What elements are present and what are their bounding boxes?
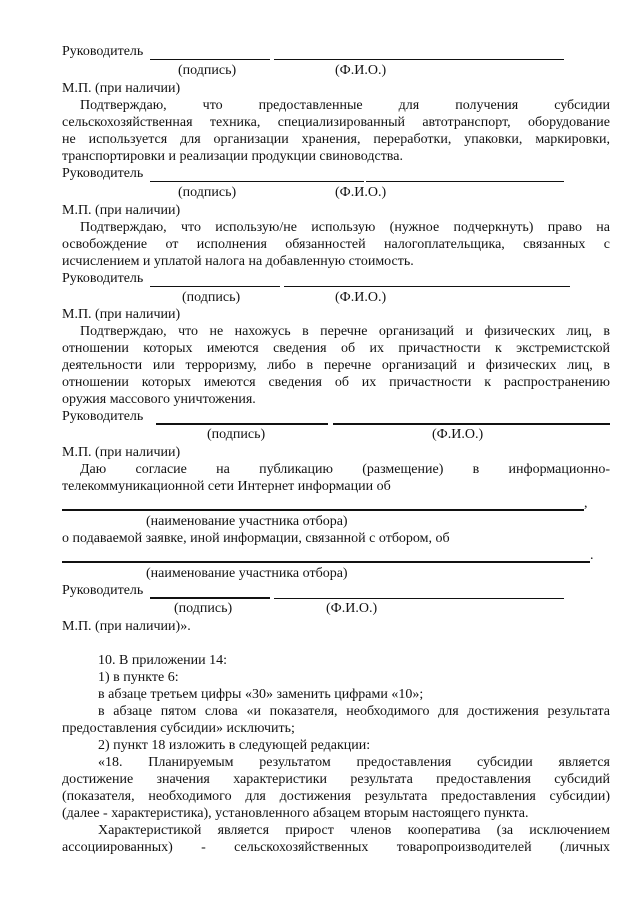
signature-line xyxy=(150,181,364,182)
fio-line xyxy=(274,59,564,60)
signature-caption: (подпись) xyxy=(178,63,237,78)
stamp-note: М.П. (при наличии) xyxy=(62,203,181,218)
subitem-1: 1) в пункте 6: xyxy=(98,670,179,685)
fio-line xyxy=(274,598,564,599)
fio-line xyxy=(333,423,610,425)
stamp-note-end: М.П. (при наличии)». xyxy=(62,619,191,634)
subitem-1b-line: предоставления субсидии» исключить; xyxy=(62,721,295,736)
point18-line: достижение значения характеристики результата предоставления субсидий xyxy=(62,772,610,787)
fio-caption: (Ф.И.О.) xyxy=(335,63,387,78)
participant-name-line xyxy=(62,509,584,511)
signature-line xyxy=(150,286,280,287)
para1-line: сельскохозяйственная техника, специализированный автотранспорт, оборудование xyxy=(62,115,610,130)
characteristic-line: ассоциированных) - сельскохозяйственных товаропроизводителей (личных xyxy=(62,840,610,855)
subitem-1a: в абзаце третьем цифры «30» заменить цифрами «10»; xyxy=(98,687,424,702)
para2-line: исчислением и уплатой налога на добавленную стоимость. xyxy=(62,254,414,269)
para3-line: Подтверждаю, что не нахожусь в перечне организаций и физических лиц, в xyxy=(80,324,610,339)
head-label: Руководитель xyxy=(62,271,144,286)
subitem-2: 2) пункт 18 изложить в следующей редакции: xyxy=(98,738,371,753)
signature-caption: (подпись) xyxy=(182,290,241,305)
fio-line xyxy=(366,181,564,182)
para4-tail: , xyxy=(584,496,588,511)
participant-name-line xyxy=(62,561,590,563)
fio-caption: (Ф.И.О.) xyxy=(335,185,387,200)
signature-caption: (подпись) xyxy=(178,185,237,200)
head-label: Руководитель xyxy=(62,44,144,59)
para1-line: транспортировки и реализации продукции свиноводства. xyxy=(62,149,403,164)
para5-tail: . xyxy=(590,548,594,563)
para2-line: освобождение от исполнения обязанностей налогоплательщика, связанных с xyxy=(62,237,610,252)
signature-caption: (подпись) xyxy=(174,601,233,616)
para1-line: не используется для организации хранения, переработки, упаковки, маркировки, xyxy=(62,132,610,147)
point18-line: «18. Планируемым результатом предоставления субсидии является xyxy=(98,755,610,770)
para3-line: оружия массового уничтожения. xyxy=(62,392,256,407)
signature-caption: (подпись) xyxy=(207,427,266,442)
para2-line: Подтверждаю, что использую/не использую (нужное подчеркнуть) право на xyxy=(80,220,610,235)
para4-line: Даю согласие на публикацию (размещение) в информационно- xyxy=(80,462,610,477)
signature-line xyxy=(156,423,328,425)
item-10: 10. В приложении 14: xyxy=(98,653,228,668)
para4-line: телекоммуникационной сети Интернет информации об xyxy=(62,479,391,494)
fio-caption: (Ф.И.О.) xyxy=(432,427,484,442)
participant-name-caption: (наименование участника отбора) xyxy=(146,514,348,529)
para1-line: Подтверждаю, что предоставленные для получения субсидии xyxy=(80,98,610,113)
subitem-1b-line: в абзаце пятом слова «и показателя, необходимого для достижения результата xyxy=(98,704,610,719)
head-label: Руководитель xyxy=(62,583,144,598)
para3-line: деятельности или терроризму, либо в перечне организаций и физических лиц, в xyxy=(62,358,610,373)
characteristic-line: Характеристикой является прирост членов кооператива (за исключением xyxy=(98,823,610,838)
para5-line: о подаваемой заявке, иной информации, связанной с отбором, об xyxy=(62,531,450,546)
para3-line: отношении которых имеются сведения об их причастности к экстремистской xyxy=(62,341,610,356)
stamp-note: М.П. (при наличии) xyxy=(62,307,181,322)
fio-caption: (Ф.И.О.) xyxy=(335,290,387,305)
head-label: Руководитель xyxy=(62,409,144,424)
point18-line: (показателя, необходимого для достижения результата предоставления субсидии) xyxy=(62,789,610,804)
para3-line: отношении которых имеются сведения об их причастности к распространению xyxy=(62,375,610,390)
fio-caption: (Ф.И.О.) xyxy=(326,601,378,616)
stamp-note: М.П. (при наличии) xyxy=(62,445,181,460)
fio-line xyxy=(284,286,570,287)
head-label: Руководитель xyxy=(62,166,144,181)
signature-line xyxy=(150,59,270,60)
signature-line xyxy=(150,597,270,599)
participant-name-caption: (наименование участника отбора) xyxy=(146,566,348,581)
stamp-note: М.П. (при наличии) xyxy=(62,81,181,96)
point18-line: (далее - характеристика), установленного абзацем вторым настоящего пункта. xyxy=(62,806,529,821)
